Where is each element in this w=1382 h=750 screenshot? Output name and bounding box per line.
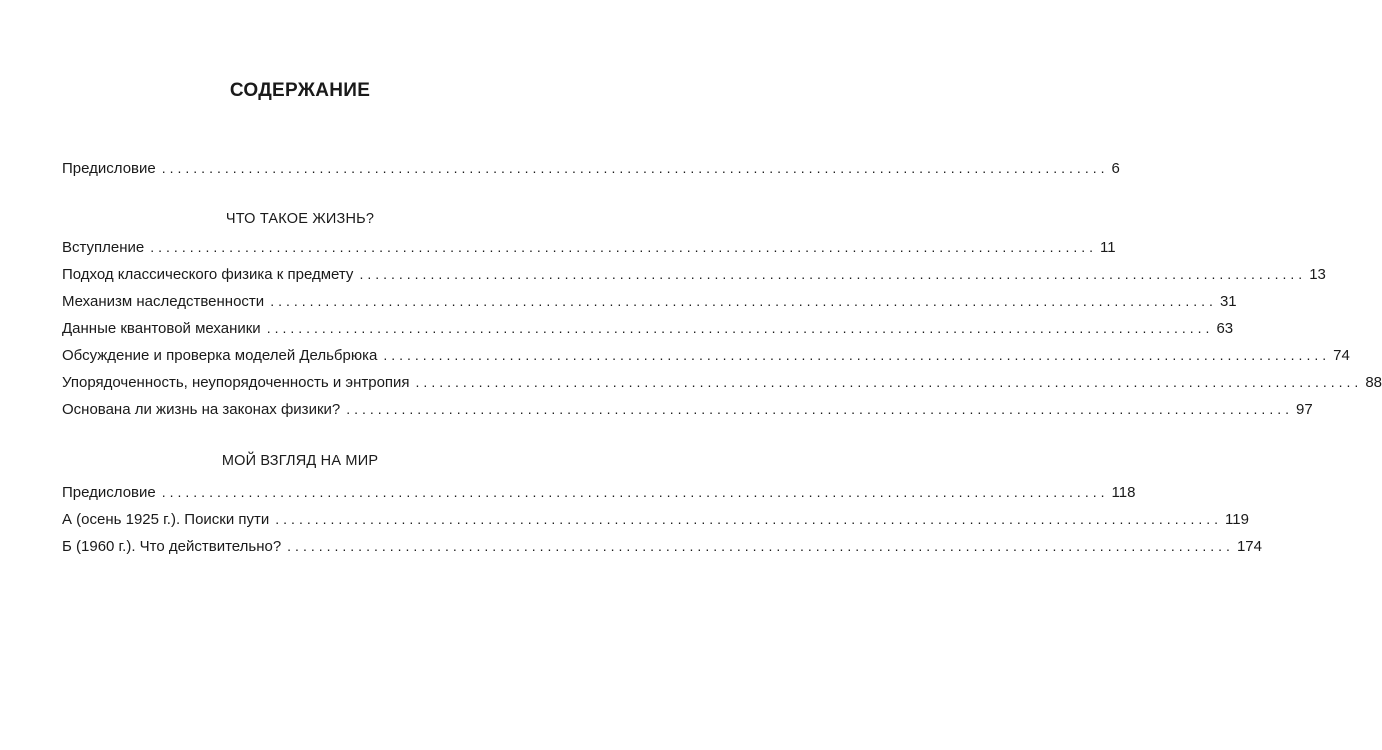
toc-entry-title: Механизм наследственности (62, 293, 265, 310)
toc-entry-title: Вступление (62, 239, 145, 256)
section-heading-my-view-of-world: МОЙ ВЗГЛЯД НА МИР (221, 453, 379, 469)
toc-entry-title: Упорядоченность, неупорядоченность и энтропия (62, 374, 410, 391)
toc-entry[interactable] (62, 290, 1237, 312)
leader-dots: ........................................................................................................................ (359, 266, 1307, 282)
toc-entry-title: Данные квантовой механики (62, 320, 261, 337)
toc-entry-page: 6 (1111, 160, 1120, 177)
toc-entry-title: А (осень 1925 г.). Поиски пути (62, 511, 270, 528)
leader-dots: ........................................................................................................................ (270, 293, 1217, 309)
leader-dots: ........................................................................................................................ (266, 320, 1214, 336)
section-heading-what-is-life: ЧТО ТАКОЕ ЖИЗНЬ? (225, 211, 375, 227)
toc-entry-page: 31 (1219, 293, 1237, 310)
toc-entry-page: 88 (1365, 374, 1382, 391)
leader-dots: ........................................................................................................................ (161, 484, 1109, 500)
toc-entry-page: 174 (1236, 538, 1262, 555)
toc-entry-page: 118 (1111, 484, 1136, 501)
leader-dots: ........................................................................................................................ (346, 401, 1293, 417)
page-title: СОДЕРЖАНИЕ (229, 80, 371, 101)
toc-entry-title: Предисловие (62, 160, 156, 177)
toc-entry[interactable] (62, 481, 1136, 503)
leader-dots: ........................................................................................................................ (415, 374, 1363, 390)
toc-entry-title: Основана ли жизнь на законах физики? (62, 401, 341, 418)
toc-entry-page: 74 (1333, 347, 1350, 364)
toc-entry-page: 13 (1309, 266, 1326, 283)
toc-entry-page: 119 (1225, 511, 1249, 528)
leader-dots: ........................................................................................................................ (383, 347, 1331, 363)
toc-entry[interactable] (62, 371, 1382, 393)
toc-entry-title: Б (1960 г.). Что действительно? (62, 538, 282, 555)
toc-entry-page: 97 (1296, 401, 1313, 418)
toc-entry[interactable] (62, 508, 1249, 530)
toc-entry-title: Обсуждение и проверка моделей Дельбрюка (62, 347, 378, 364)
toc-entry-preface[interactable] (62, 157, 1120, 179)
toc-entry[interactable] (62, 236, 1116, 258)
toc-entry-title: Предисловие (62, 484, 156, 501)
toc-entry-page: 63 (1216, 320, 1234, 337)
toc-entry[interactable] (62, 263, 1326, 285)
leader-dots: ........................................................................................................................ (150, 239, 1098, 255)
leader-dots: ........................................................................................................................ (275, 511, 1223, 527)
toc-entry[interactable] (62, 398, 1313, 420)
toc-entry[interactable] (62, 535, 1262, 557)
toc-entry-title: Подход классического физика к предмету (62, 266, 354, 283)
leader-dots: ........................................................................................................................ (161, 160, 1109, 176)
leader-dots: ........................................................................................................................ (287, 538, 1234, 554)
toc-entry-page: 11 (1100, 239, 1116, 256)
toc-entry[interactable] (62, 317, 1234, 339)
toc-entry[interactable] (62, 344, 1350, 366)
